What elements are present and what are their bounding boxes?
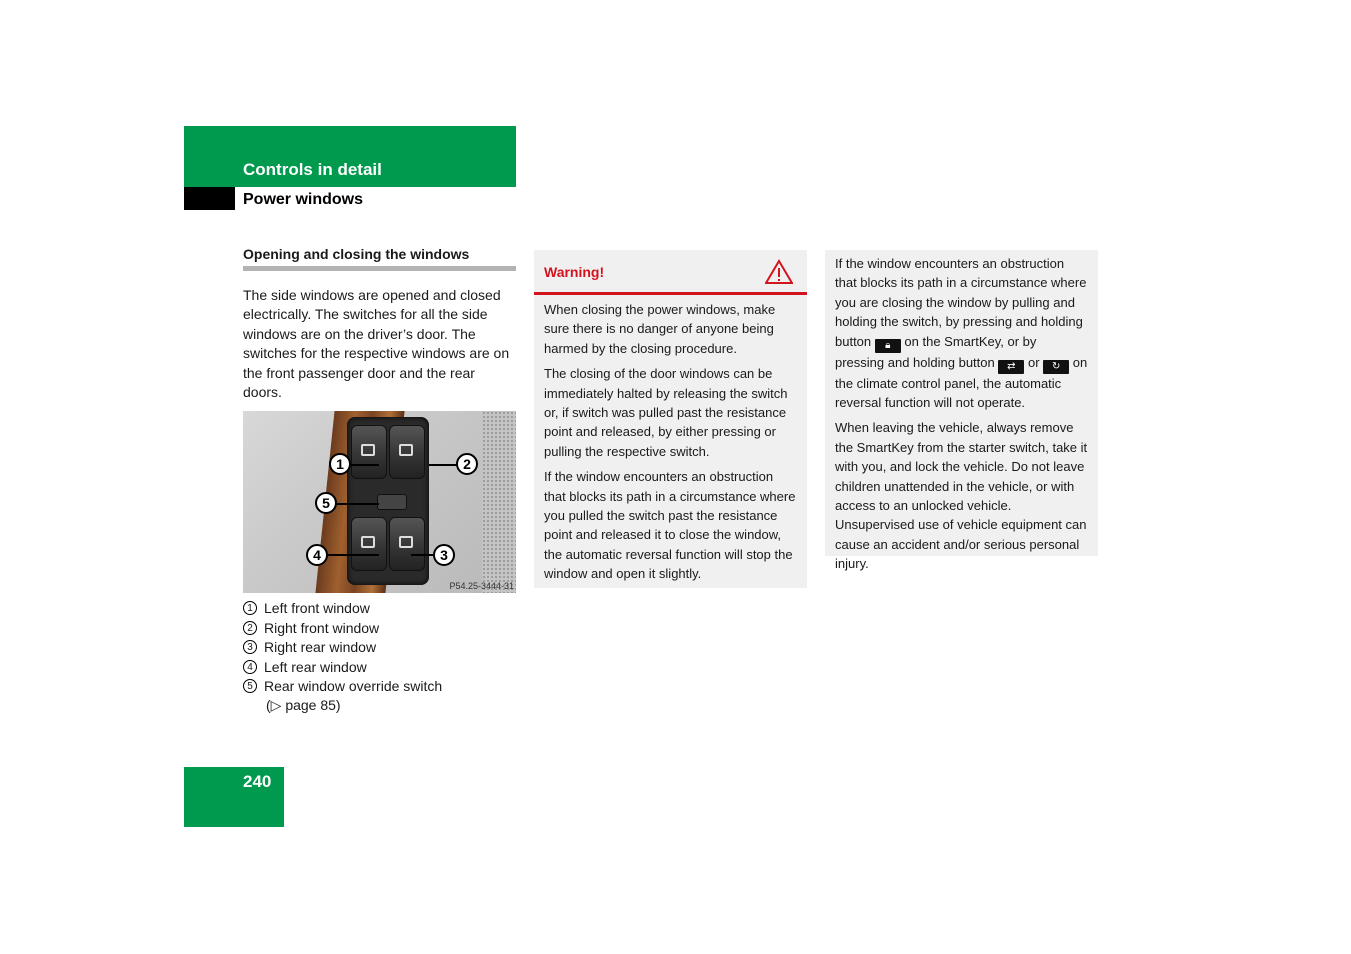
page-reference-link[interactable]: (▷ page 85) — [266, 697, 341, 714]
recirculation-icon: ↻ — [1043, 360, 1069, 374]
info-text: or — [1027, 354, 1040, 370]
warning-paragraph: If the window encounters an obstruction that blocks its path in a circumstance where you pulled the switch past the resistance point and released it to close the window, the automatic reversal function will stop the window and open it slightly. — [544, 469, 796, 582]
list-item — [243, 599, 516, 618]
callout-4: 4 — [306, 544, 328, 566]
speaker-grille — [482, 411, 516, 593]
window-icon — [399, 536, 413, 548]
legend-number: 1 — [243, 601, 257, 615]
legend-number: 2 — [243, 621, 257, 635]
legend-label: Right front window — [264, 619, 380, 636]
figure-legend — [243, 599, 516, 715]
legend-label: Rear window override switch — [264, 678, 443, 695]
section-marker — [184, 187, 235, 210]
leader-line — [411, 554, 433, 556]
warning-box — [534, 250, 807, 588]
convenience-close-icon: ⇄ — [998, 360, 1024, 374]
left-rear-switch — [351, 517, 387, 571]
callout-5: 5 — [315, 492, 337, 514]
callout-3: 3 — [433, 544, 455, 566]
info-box — [825, 250, 1098, 572]
warning-paragraph: The closing of the door windows can be immediately halted by releasing the switch or, if switch was pulled past the resistance point and released, by either pressing or pulling the respective switch. — [544, 366, 788, 459]
warning-body — [534, 295, 807, 584]
legend-label: Right rear window — [264, 639, 377, 656]
lock-button-icon: 🔒︎ — [875, 339, 901, 353]
info-text: on the climate control panel, the automatic reversal function will not operate. — [835, 354, 1088, 411]
callout-1: 1 — [329, 453, 351, 475]
page-title: Power windows — [243, 191, 364, 208]
leader-line — [349, 464, 379, 466]
warning-triangle-icon — [765, 259, 793, 285]
override-switch — [377, 494, 407, 510]
list-item — [243, 619, 516, 638]
warning-paragraph: When closing the power windows, make sure there is no danger of anyone being harmed by the closing procedure. — [544, 302, 776, 356]
legend-label: Left front window — [264, 600, 370, 617]
figure-code: P54.25-3444-31 — [449, 581, 514, 592]
right-front-switch — [389, 425, 425, 479]
window-icon — [361, 444, 375, 456]
legend-number: 3 — [243, 640, 257, 654]
main-column — [243, 246, 516, 716]
leader-line — [335, 503, 379, 505]
warning-header — [534, 250, 807, 295]
page-number: 240 — [243, 772, 272, 791]
left-front-switch — [351, 425, 387, 479]
window-icon — [399, 444, 413, 456]
list-item — [243, 677, 516, 696]
list-item — [243, 638, 516, 657]
info-text: on the SmartKey, or by pressing and holding button — [835, 333, 1037, 370]
leader-line — [327, 554, 379, 556]
window-switch-figure — [243, 411, 516, 593]
subsection-heading: Opening and closing the windows — [243, 246, 516, 271]
intro-paragraph: The side windows are opened and closed electrically. The switches for all the side windows are on the driver’s door. The switches for the respective windows are on the front passenger door and the rear doors. — [243, 287, 510, 401]
legend-number: 5 — [243, 679, 257, 693]
legend-number: 4 — [243, 660, 257, 674]
right-rear-switch — [389, 517, 425, 571]
info-paragraph: When leaving the vehicle, always remove the SmartKey from the starter switch, take it with you, and lock the vehicle. Do not leave children unattended in the vehicle, or with access to an unlocked vehicle. Unsupervised use of vehicle equipment can cause an accident and/or serious personal injury. — [835, 420, 1088, 572]
warning-title: Warning! — [544, 264, 605, 280]
leader-line — [429, 464, 457, 466]
list-item — [243, 658, 516, 677]
switch-panel — [347, 417, 429, 585]
callout-2: 2 — [456, 453, 478, 475]
info-paragraph — [835, 254, 1088, 412]
legend-label: Left rear window — [264, 658, 367, 675]
section-title: Controls in detail — [243, 160, 382, 179]
info-text: If the window encounters an obstruction that blocks its path in a circumstance where you are closing the window by pulling and holding the switch, by pressing and holding button — [835, 256, 1087, 349]
window-icon — [361, 536, 375, 548]
